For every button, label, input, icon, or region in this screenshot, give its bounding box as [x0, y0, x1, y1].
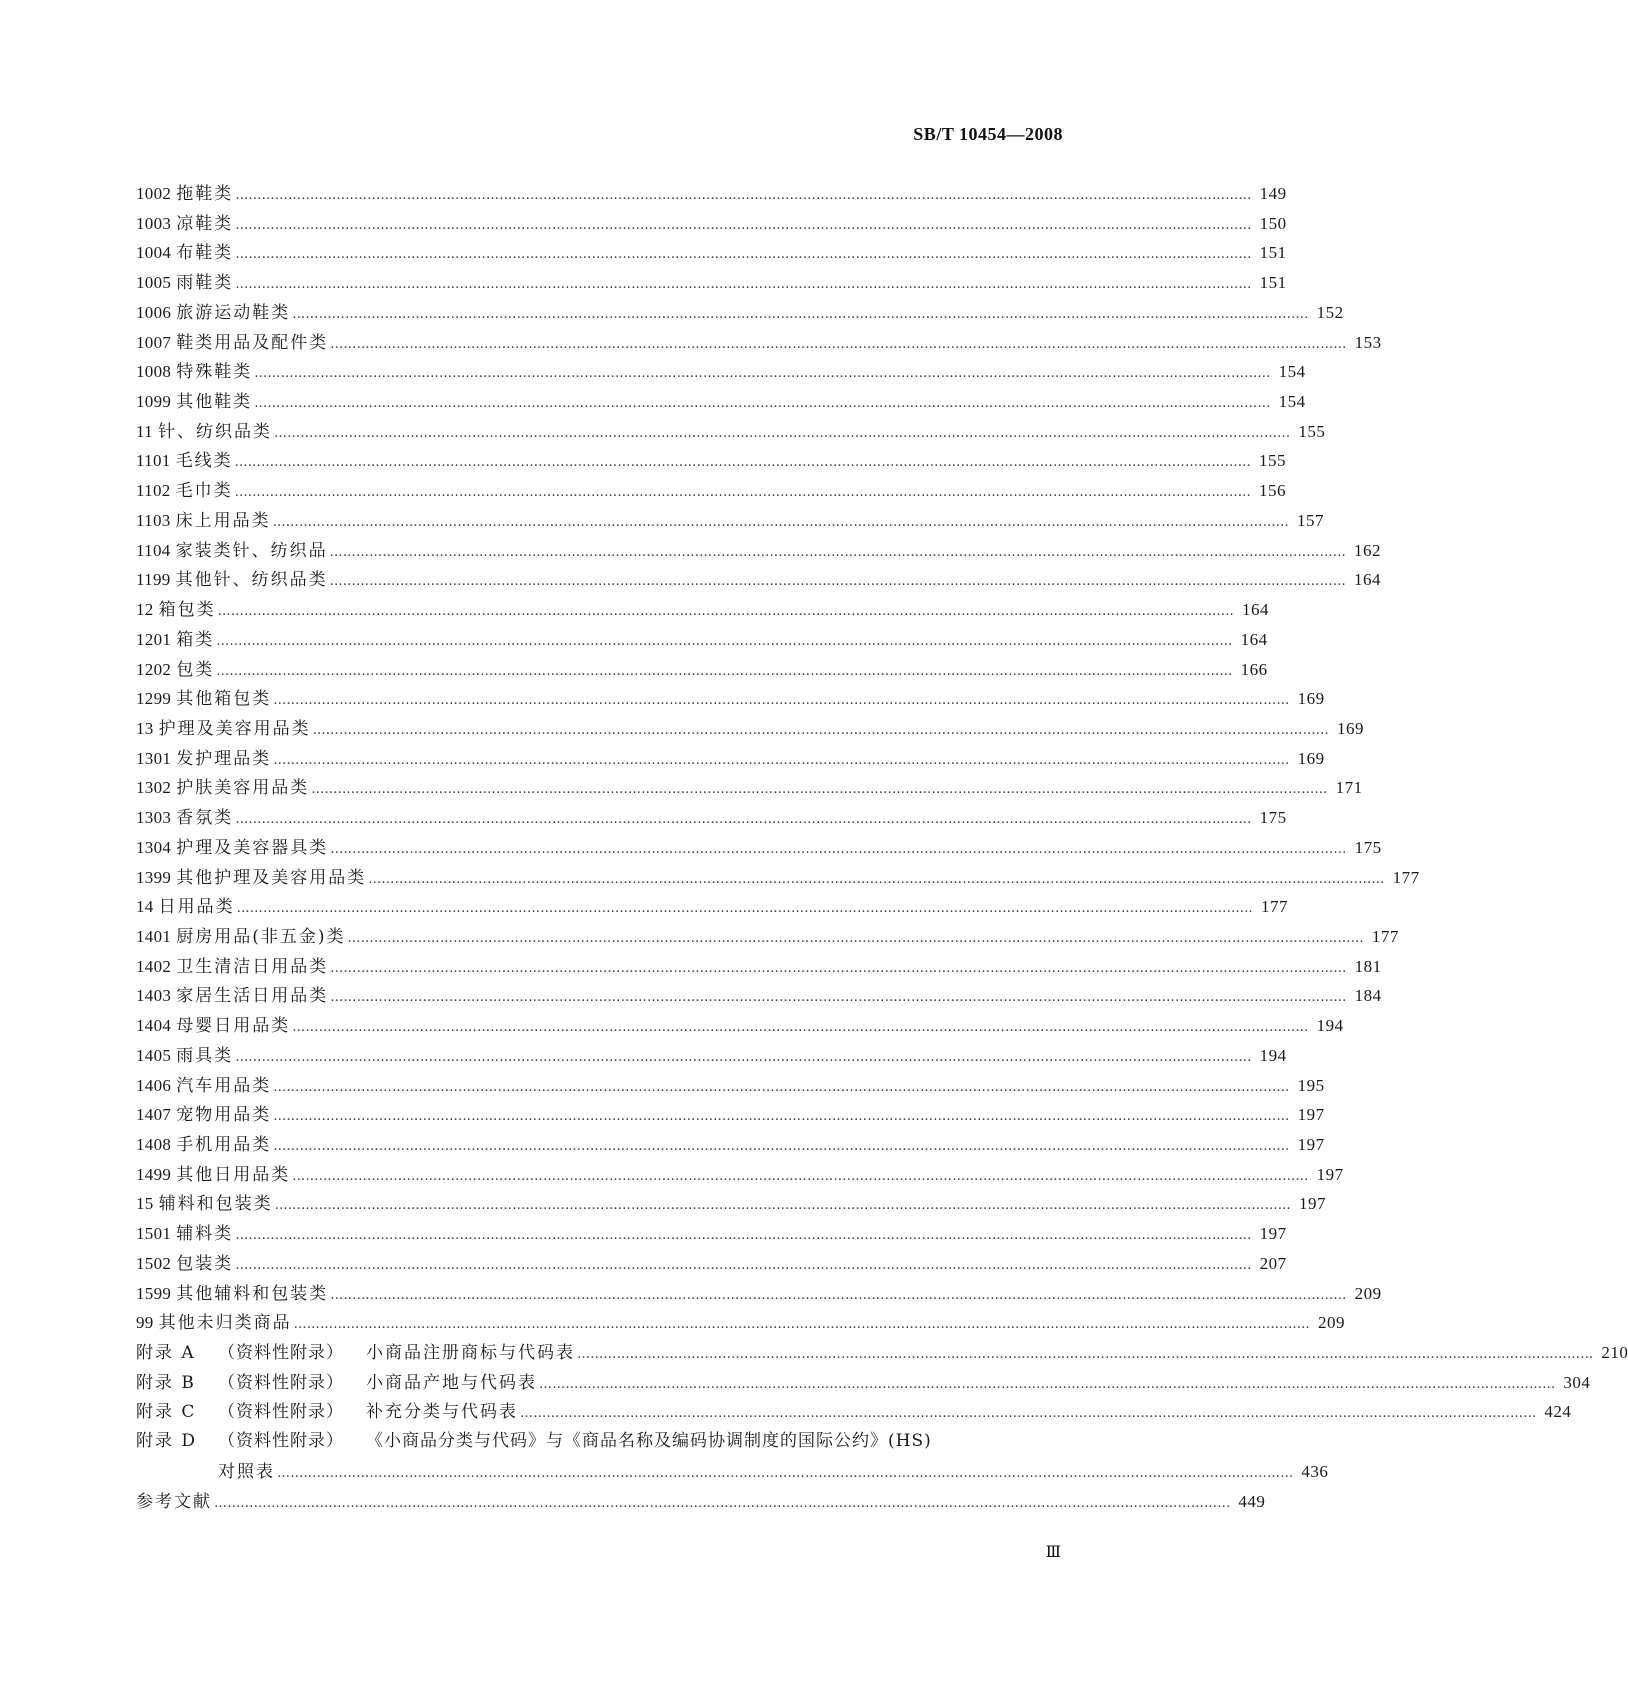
toc-entry-page: 164	[1242, 600, 1270, 620]
toc-entry-number: 1407	[136, 1105, 172, 1125]
toc-entry[interactable]	[136, 209, 1287, 239]
toc-entry-page: 169	[1297, 689, 1325, 709]
toc-entry-title: 雨鞋类	[176, 273, 234, 294]
dot-leader: ……………………………………………………………………………………………………………………………………………………………………………………………………………	[254, 396, 1271, 412]
toc-entry[interactable]	[136, 863, 1420, 893]
dot-leader: ……………………………………………………………………………………………………………………………………………………………………………………………………………	[330, 990, 1347, 1006]
toc-entry[interactable]	[136, 1249, 1287, 1279]
appendix-title: 小商品注册商标与代码表	[366, 1343, 575, 1364]
toc-entry[interactable]	[136, 773, 1363, 803]
toc-entry[interactable]	[136, 476, 1286, 506]
dot-leader: ……………………………………………………………………………………………………………………………………………………………………………………………………………	[347, 930, 1364, 946]
toc-entry-page: 197	[1297, 1135, 1325, 1154]
toc-entry-title: 护理及美容用品类	[158, 718, 311, 739]
toc-entry[interactable]	[136, 1100, 1325, 1130]
toc-entry-title: 床上用品类	[175, 510, 271, 531]
toc-entry-number: 99	[136, 1313, 154, 1333]
dot-leader: ……………………………………………………………………………………………………………………………………………………………………………………………………………	[235, 188, 1252, 203]
toc-entry[interactable]	[136, 803, 1287, 833]
appendix-nature: （资料性附录）	[218, 1372, 344, 1393]
toc-entry-number: 1102	[136, 481, 171, 501]
toc-entry[interactable]	[136, 298, 1344, 328]
toc-entry-number: 1003	[136, 213, 172, 233]
toc-entry[interactable]	[136, 655, 1268, 685]
dot-leader: ……………………………………………………………………………………………………………………………………………………………………………………………………………	[368, 871, 1385, 887]
toc-entry-title: 雨具类	[176, 1045, 234, 1066]
toc-entry-title: 包装类	[176, 1253, 234, 1274]
appendix-entry[interactable]	[136, 1397, 1572, 1427]
dot-leader: ……………………………………………………………………………………………………………………………………………………………………………………………………………	[236, 901, 1254, 917]
dot-leader: ……………………………………………………………………………………………………………………………………………………………………………………………………………	[293, 1317, 1311, 1333]
toc-entry-page: 209	[1354, 1283, 1382, 1303]
toc-entry[interactable]	[136, 565, 1381, 595]
toc-entry-page: 197	[1299, 1194, 1327, 1214]
toc-entry-page: 197	[1316, 1164, 1344, 1184]
toc-entry-title: 卫生清洁日用品类	[176, 956, 329, 977]
toc-entry-number: 1299	[136, 689, 172, 709]
references-entry[interactable]	[136, 1487, 1266, 1517]
appendix-nature: （资料性附录）	[218, 1343, 344, 1364]
toc-entry-page: 155	[1258, 451, 1286, 471]
page-number: Ⅲ	[1045, 1544, 1061, 1561]
dot-leader: ……………………………………………………………………………………………………………………………………………………………………………………………………………	[273, 1109, 1290, 1125]
toc-entry-page: 162	[1353, 540, 1381, 560]
toc-entry-number: 1104	[136, 540, 171, 560]
dot-leader: ……………………………………………………………………………………………………………………………………………………………………………………………………………	[330, 960, 1347, 976]
dot-leader: ……………………………………………………………………………………………………………………………………………………………………………………………………………	[273, 425, 1291, 441]
toc-entry-number: 1008	[136, 362, 172, 382]
toc-entry[interactable]	[136, 684, 1325, 714]
toc-entry-page: 150	[1259, 213, 1287, 233]
toc-entry-title: 日用品类	[158, 897, 235, 918]
appendix-label: 附录 A	[136, 1343, 196, 1364]
toc-entry[interactable]	[136, 179, 1287, 209]
toc-entry-title: 毛线类	[175, 451, 233, 472]
appendix-label: 附录 C	[136, 1402, 197, 1423]
toc-entry-page: 184	[1354, 986, 1382, 1006]
toc-entry-number: 1103	[136, 510, 171, 530]
toc-entry-number: 12	[136, 600, 154, 620]
dot-leader: ……………………………………………………………………………………………………………………………………………………………………………………………………………	[273, 693, 1290, 709]
toc-entry-title: 其他未归类商品	[158, 1313, 292, 1334]
toc-entry-number: 1101	[136, 451, 171, 471]
references-title: 参考文献	[136, 1491, 212, 1512]
toc-entry[interactable]	[136, 1130, 1325, 1160]
dot-leader: ……………………………………………………………………………………………………………………………………………………………………………………………………………	[216, 663, 1233, 679]
toc-entry-title: 母婴日用品类	[176, 1016, 291, 1037]
toc-entry-title: 箱类	[176, 629, 215, 650]
toc-entry-title: 拖鞋类	[176, 184, 234, 204]
dot-leader: ……………………………………………………………………………………………………………………………………………………………………………………………………………	[577, 1347, 1594, 1363]
toc-entry-title: 旅游运动鞋类	[176, 302, 291, 323]
toc-entry[interactable]	[136, 833, 1382, 863]
toc-entry[interactable]	[136, 595, 1270, 625]
toc-entry[interactable]	[136, 328, 1382, 358]
toc-entry[interactable]	[136, 981, 1382, 1011]
toc-entry-title: 箱包类	[158, 600, 216, 621]
toc-entry-page: 195	[1297, 1075, 1325, 1095]
toc-entry-title: 手机用品类	[176, 1135, 272, 1155]
toc-entry-title: 家居生活日用品类	[176, 986, 329, 1007]
toc-entry-number: 1402	[136, 956, 172, 976]
toc-entry-page: 194	[1259, 1045, 1287, 1065]
toc-entry[interactable]	[136, 268, 1287, 298]
toc-entry-page: 164	[1353, 570, 1381, 590]
appendix-entry[interactable]	[136, 1427, 1063, 1457]
appendix-entry[interactable]	[136, 1338, 1628, 1368]
appendix-entry-continuation[interactable]	[136, 1457, 1329, 1487]
toc-entry-title: 其他日用品类	[176, 1164, 291, 1185]
dot-leader: ……………………………………………………………………………………………………………………………………………………………………………………………………………	[329, 544, 1346, 560]
dot-leader: ……………………………………………………………………………………………………………………………………………………………………………………………………………	[234, 485, 1251, 501]
dot-leader: ……………………………………………………………………………………………………………………………………………………………………………………………………………	[235, 217, 1252, 233]
toc-entry-page: 152	[1316, 302, 1344, 322]
toc-entry-number: 1406	[136, 1075, 172, 1095]
toc-entry-page: 181	[1354, 956, 1382, 976]
toc-entry-number: 1304	[136, 837, 172, 857]
appendix-nature: （资料性附录）	[218, 1402, 344, 1423]
toc-entry-page: 171	[1335, 778, 1363, 798]
dot-leader: ……………………………………………………………………………………………………………………………………………………………………………………………………………	[235, 1257, 1252, 1273]
appendix-page: 210	[1601, 1343, 1628, 1363]
toc-entry-title: 包类	[176, 659, 215, 680]
toc-entry-page: 155	[1298, 421, 1326, 441]
toc-entry-number: 1202	[136, 659, 172, 679]
dot-leader: ……………………………………………………………………………………………………………………………………………………………………………………………………………	[330, 336, 1347, 352]
toc-entry-title: 布鞋类	[176, 243, 234, 264]
toc-entry-title: 毛巾类	[175, 481, 233, 502]
toc-entry-title: 其他针、纺织品类	[175, 570, 328, 591]
dot-leader: ……………………………………………………………………………………………………………………………………………………………………………………………………………	[273, 752, 1290, 768]
toc-entry-number: 1499	[136, 1164, 172, 1184]
toc-entry[interactable]	[136, 1219, 1287, 1249]
toc-entry[interactable]	[136, 1308, 1346, 1338]
toc-entry-title: 厨房用品(非五金)类	[176, 926, 346, 947]
toc-entry-page: 156	[1258, 481, 1286, 501]
toc-entry-number: 1404	[136, 1016, 172, 1036]
appendix-label: 附录 D	[136, 1431, 198, 1452]
toc-entry-page: 197	[1297, 1105, 1325, 1125]
appendix-entry[interactable]	[136, 1368, 1591, 1398]
dot-leader: ……………………………………………………………………………………………………………………………………………………………………………………………………………	[292, 1020, 1309, 1036]
toc-entry-title: 护理及美容器具类	[176, 837, 329, 858]
toc-entry[interactable]	[136, 1279, 1382, 1309]
standard-code-header: SB/T 10454—2008	[913, 124, 1063, 144]
toc-entry-number: 1007	[136, 332, 172, 352]
appendix-nature: （资料性附录）	[218, 1431, 344, 1452]
dot-leader: ……………………………………………………………………………………………………………………………………………………………………………………………………………	[274, 1198, 1292, 1214]
toc-entry-title: 香氛类	[176, 808, 234, 829]
dot-leader: ……………………………………………………………………………………………………………………………………………………………………………………………………………	[272, 514, 1289, 530]
dot-leader: ……………………………………………………………………………………………………………………………………………………………………………………………………………	[292, 1168, 1309, 1184]
toc-entry-title: 其他鞋类	[176, 392, 253, 413]
toc-entry[interactable]	[136, 387, 1306, 417]
toc-entry[interactable]	[136, 1189, 1327, 1219]
toc-entry-page: 177	[1392, 867, 1420, 887]
dot-leader: ……………………………………………………………………………………………………………………………………………………………………………………………………………	[214, 1495, 1231, 1511]
toc-entry-title: 辅料类	[176, 1224, 234, 1245]
toc-entry[interactable]	[136, 536, 1381, 566]
toc-entry-number: 1403	[136, 986, 172, 1006]
toc-entry-page: 149	[1259, 184, 1287, 203]
toc-entry-title: 汽车用品类	[176, 1075, 272, 1096]
toc-entry-title: 其他辅料和包装类	[176, 1283, 329, 1304]
dot-leader: ……………………………………………………………………………………………………………………………………………………………………………………………………………	[311, 782, 1328, 798]
toc-entry-title: 发护理品类	[176, 748, 272, 769]
toc-entry-page: 151	[1259, 243, 1287, 263]
toc-entry-number: 1301	[136, 748, 172, 768]
table-of-contents	[136, 179, 1628, 1516]
toc-entry-number: 14	[136, 897, 154, 917]
dot-leader: ……………………………………………………………………………………………………………………………………………………………………………………………………………	[329, 574, 1346, 590]
toc-entry-page: 207	[1259, 1253, 1287, 1273]
appendix-title-continuation: 对照表	[218, 1461, 275, 1482]
toc-entry-title: 凉鞋类	[176, 213, 234, 234]
toc-entry-title: 其他箱包类	[176, 689, 272, 710]
dot-leader: ……………………………………………………………………………………………………………………………………………………………………………………………………………	[217, 604, 1235, 620]
toc-entry-title: 宠物用品类	[176, 1105, 272, 1126]
toc-entry-title: 特殊鞋类	[176, 362, 253, 383]
toc-entry-title: 针、纺织品类	[157, 421, 272, 442]
appendix-page: 424	[1544, 1402, 1572, 1422]
appendix-title: 《小商品分类与代码》与《商品名称及编码协调制度的国际公约》(HS)	[366, 1431, 932, 1452]
references-page: 449	[1238, 1491, 1266, 1511]
toc-entry-page: 154	[1278, 392, 1306, 412]
toc-entry-page: 153	[1354, 332, 1382, 352]
toc-entry[interactable]	[136, 506, 1324, 536]
toc-entry-number: 1303	[136, 808, 172, 828]
dot-leader: ……………………………………………………………………………………………………………………………………………………………………………………………………………	[235, 247, 1252, 263]
toc-entry-page: 177	[1371, 926, 1399, 946]
toc-entry-number: 1002	[136, 184, 172, 203]
dot-leader: ……………………………………………………………………………………………………………………………………………………………………………………………………………	[235, 1228, 1252, 1244]
toc-entry-page: 175	[1259, 808, 1287, 828]
dot-leader: ……………………………………………………………………………………………………………………………………………………………………………………………………………	[292, 306, 1309, 322]
dot-leader: ……………………………………………………………………………………………………………………………………………………………………………………………………………	[539, 1376, 1556, 1392]
toc-entry-page: 154	[1278, 362, 1306, 382]
toc-entry-number: 13	[136, 718, 154, 738]
dot-leader: ……………………………………………………………………………………………………………………………………………………………………………………………………………	[254, 366, 1271, 382]
toc-entry[interactable]	[136, 417, 1326, 447]
toc-entry[interactable]	[136, 714, 1365, 744]
toc-entry[interactable]	[136, 446, 1286, 476]
toc-entry-number: 11	[136, 421, 153, 441]
toc-entry-number: 1501	[136, 1224, 172, 1244]
toc-entry-title: 护肤美容用品类	[176, 778, 310, 799]
toc-entry[interactable]	[136, 625, 1268, 655]
toc-entry[interactable]	[136, 238, 1287, 268]
toc-entry-number: 1599	[136, 1283, 172, 1303]
dot-leader: ……………………………………………………………………………………………………………………………………………………………………………………………………………	[216, 633, 1233, 649]
toc-entry-number: 1502	[136, 1253, 172, 1273]
toc-entry-number: 1408	[136, 1135, 172, 1154]
dot-leader: ……………………………………………………………………………………………………………………………………………………………………………………………………………	[277, 1465, 1294, 1481]
toc-entry-page: 166	[1240, 659, 1268, 679]
appendix-title: 小商品产地与代码表	[366, 1372, 537, 1393]
dot-leader: ……………………………………………………………………………………………………………………………………………………………………………………………………………	[273, 1079, 1290, 1095]
toc-entry-number: 1399	[136, 867, 172, 887]
dot-leader: ……………………………………………………………………………………………………………………………………………………………………………………………………………	[235, 277, 1252, 293]
toc-entry-title: 鞋类用品及配件类	[176, 332, 329, 353]
toc-entry-title: 其他护理及美容用品类	[176, 867, 367, 888]
toc-entry-number: 1201	[136, 629, 172, 649]
appendix-page: 436	[1301, 1461, 1329, 1481]
dot-leader: ……………………………………………………………………………………………………………………………………………………………………………………………………………	[235, 812, 1252, 828]
appendix-label: 附录 B	[136, 1372, 196, 1393]
dot-leader: ……………………………………………………………………………………………………………………………………………………………………………………………………………	[235, 1049, 1252, 1065]
dot-leader: ……………………………………………………………………………………………………………………………………………………………………………………………………………	[273, 1139, 1290, 1154]
toc-entry-page: 169	[1297, 748, 1325, 768]
toc-entry-page: 177	[1261, 897, 1289, 917]
toc-entry[interactable]	[136, 1160, 1344, 1190]
toc-entry-number: 1302	[136, 778, 172, 798]
toc-entry-number: 1004	[136, 243, 172, 263]
toc-entry-page: 151	[1259, 273, 1287, 293]
toc-entry-page: 175	[1354, 837, 1382, 857]
toc-entry-page: 209	[1318, 1313, 1346, 1333]
toc-entry-number: 1401	[136, 926, 172, 946]
dot-leader: ……………………………………………………………………………………………………………………………………………………………………………………………………………	[234, 455, 1251, 471]
toc-entry[interactable]	[136, 1011, 1344, 1041]
appendix-page: 304	[1563, 1372, 1591, 1392]
toc-entry[interactable]	[136, 892, 1289, 922]
toc-entry-number: 1405	[136, 1045, 172, 1065]
toc-entry-title: 家装类针、纺织品	[175, 540, 328, 561]
dot-leader: ……………………………………………………………………………………………………………………………………………………………………………………………………………	[330, 1287, 1347, 1303]
toc-entry[interactable]	[136, 952, 1382, 982]
toc-entry-number: 1099	[136, 392, 172, 412]
toc-entry-number: 1006	[136, 302, 172, 322]
dot-leader: ……………………………………………………………………………………………………………………………………………………………………………………………………………	[330, 841, 1347, 857]
toc-entry-title: 辅料和包装类	[158, 1194, 273, 1215]
toc-entry-page: 157	[1296, 510, 1324, 530]
toc-entry[interactable]	[136, 1071, 1325, 1101]
toc-entry-page: 197	[1259, 1224, 1287, 1244]
dot-leader: ……………………………………………………………………………………………………………………………………………………………………………………………………………	[312, 722, 1330, 738]
toc-entry-page: 164	[1240, 629, 1268, 649]
toc-entry-number: 1199	[136, 570, 171, 590]
toc-entry-number: 15	[136, 1194, 154, 1214]
toc-entry[interactable]	[136, 1041, 1287, 1071]
toc-entry[interactable]	[136, 357, 1306, 387]
toc-entry[interactable]	[136, 922, 1399, 952]
toc-entry-number: 1005	[136, 273, 172, 293]
toc-entry[interactable]	[136, 744, 1325, 774]
toc-entry-page: 194	[1316, 1016, 1344, 1036]
dot-leader: ……………………………………………………………………………………………………………………………………………………………………………………………………………	[520, 1406, 1537, 1422]
appendix-title: 补充分类与代码表	[366, 1402, 518, 1423]
toc-entry-page: 169	[1337, 718, 1365, 738]
